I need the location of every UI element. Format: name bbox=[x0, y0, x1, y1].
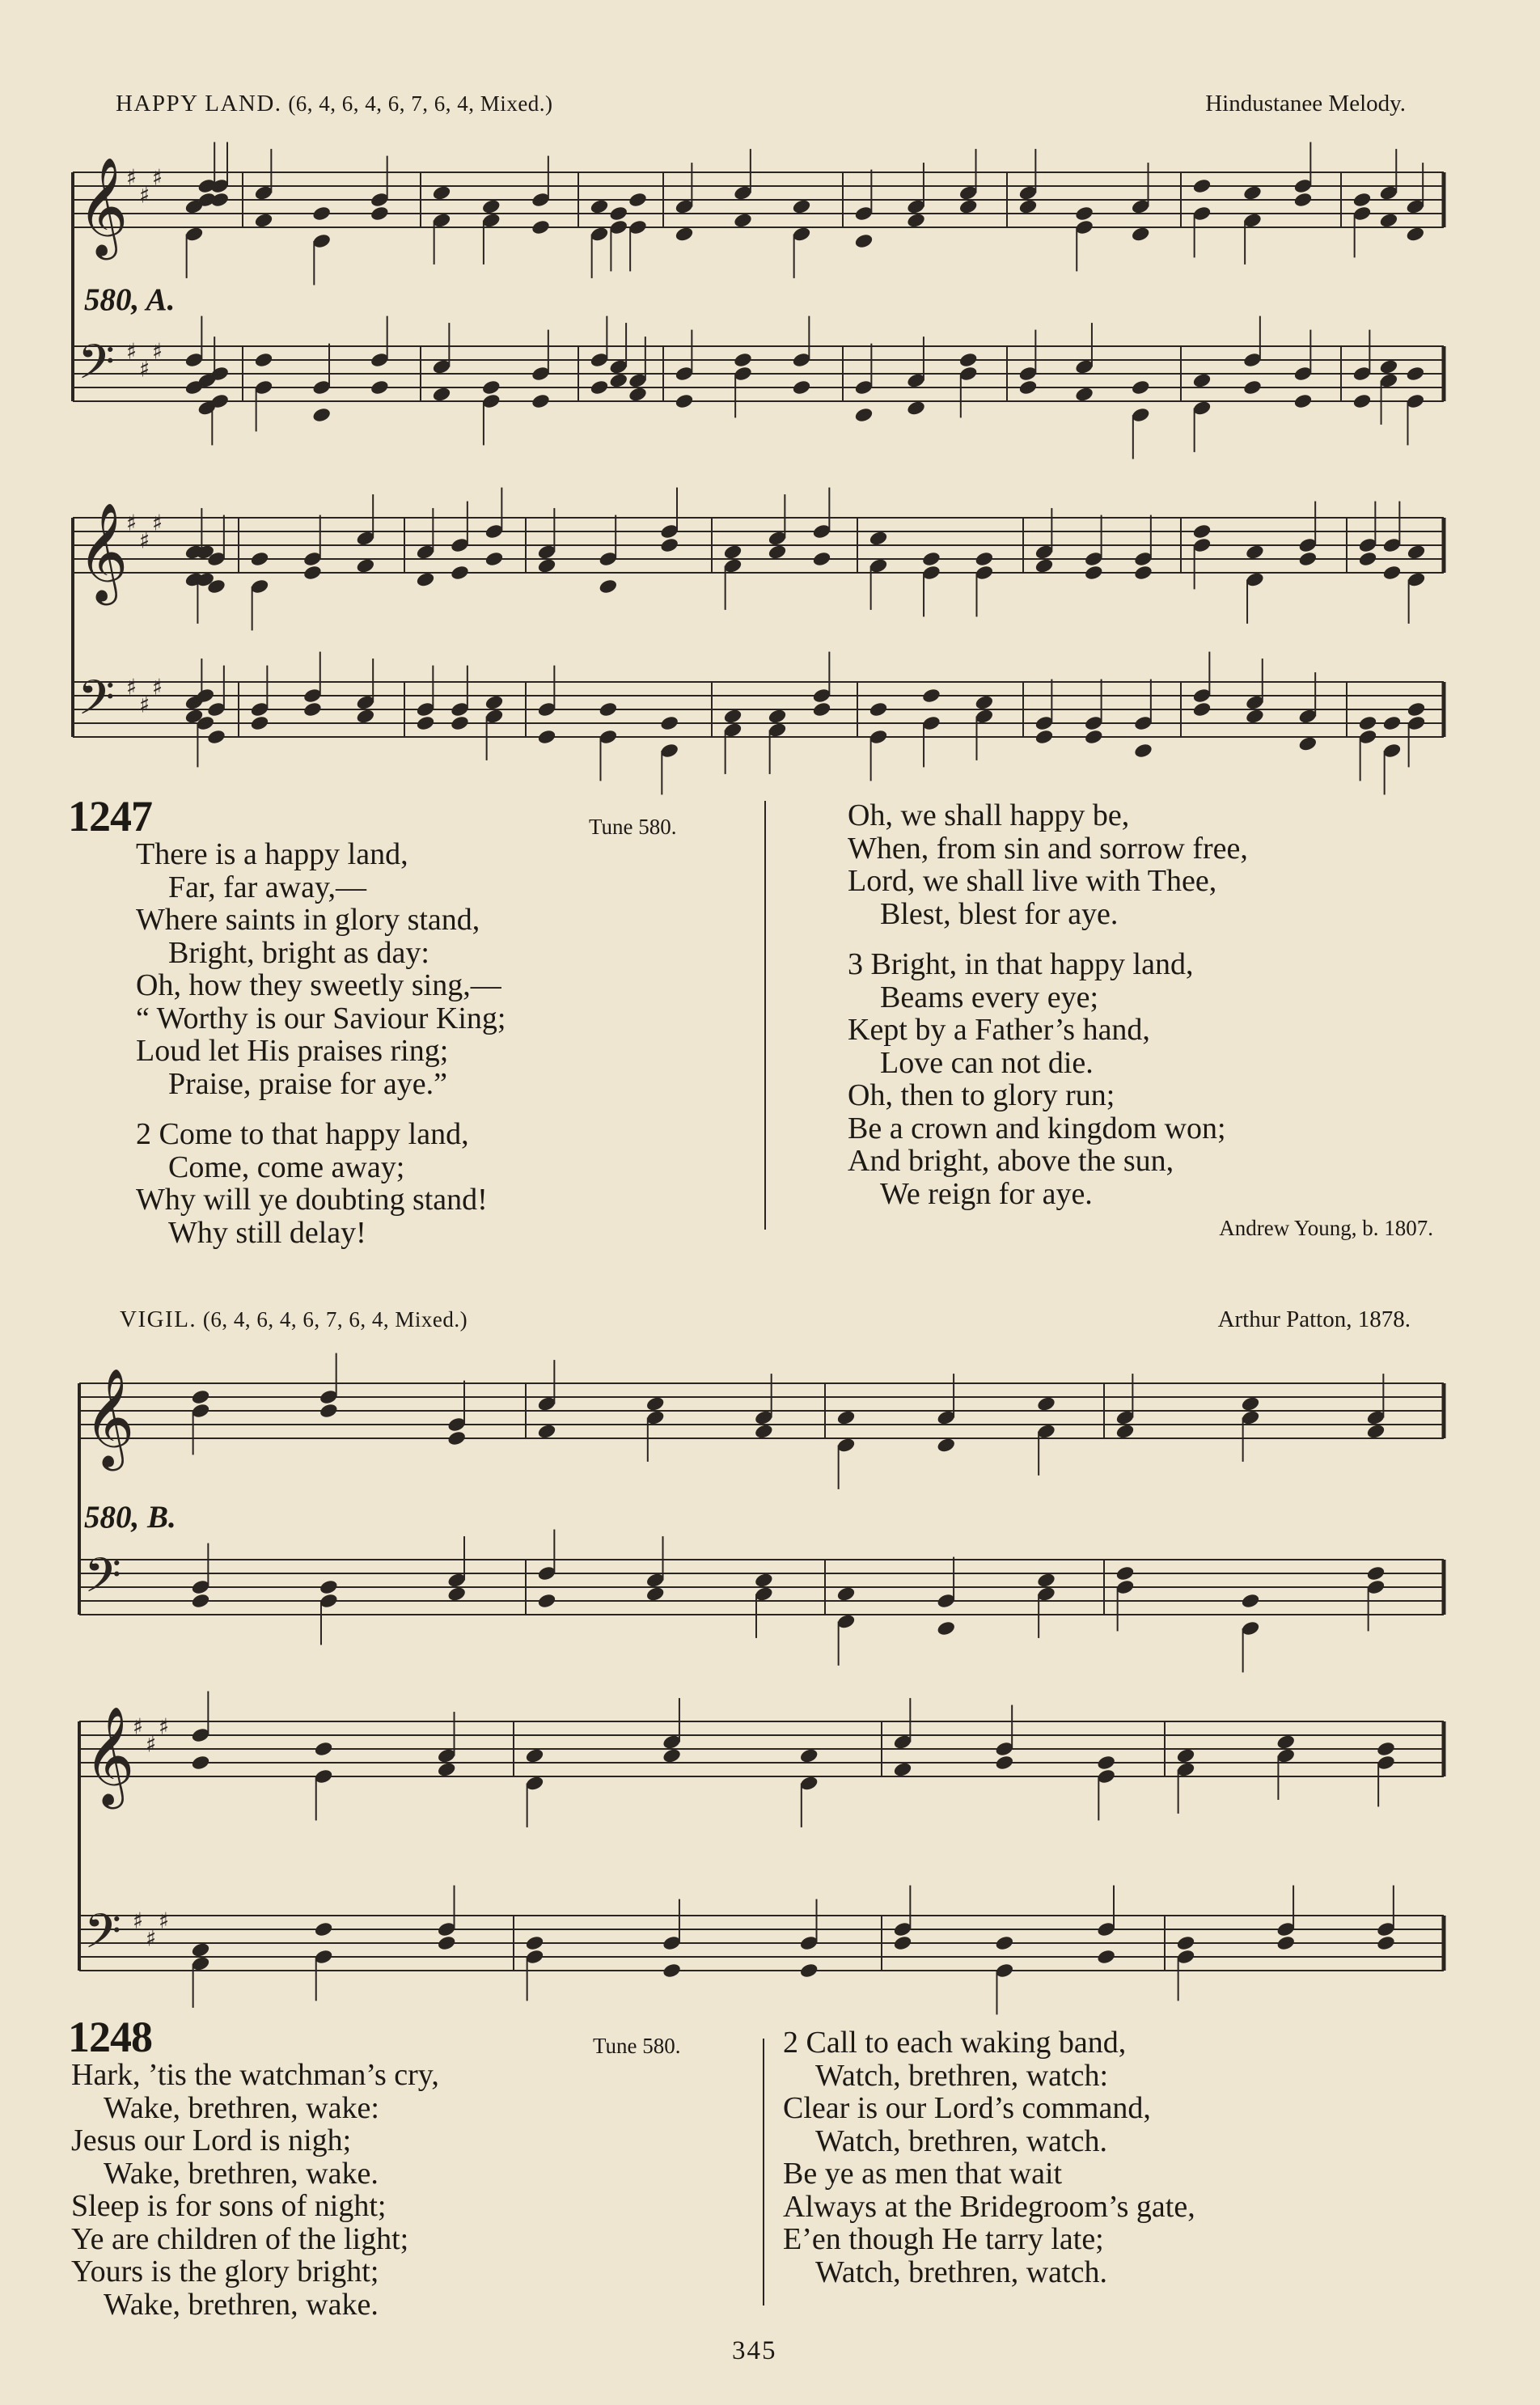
music-score-tune-580b bbox=[0, 1294, 1540, 2022]
verse-line: When, from sin and sorrow free, bbox=[848, 831, 1248, 866]
verse-line: 3 Bright, in that happy land, bbox=[848, 947, 1194, 981]
staff bbox=[79, 1353, 1444, 1489]
sharp-icon: ♯ bbox=[152, 510, 163, 536]
column-divider bbox=[764, 801, 766, 1230]
hymn-number: 1248 bbox=[68, 2013, 152, 2061]
tune-reference: Tune 580. bbox=[593, 2034, 681, 2058]
sharp-icon: ♯ bbox=[139, 692, 150, 718]
sharp-icon: ♯ bbox=[159, 1714, 170, 1740]
music-score-tune-580a bbox=[0, 0, 1540, 809]
tune-name: HAPPY LAND. bbox=[116, 91, 282, 116]
hymn-number: 1247 bbox=[68, 792, 152, 840]
sharp-icon: ♯ bbox=[126, 675, 138, 701]
sharp-icon: ♯ bbox=[133, 1714, 144, 1740]
hymn-1248-verse-column-right bbox=[783, 2026, 1195, 2289]
verse-line: Bright, bright as day: bbox=[168, 935, 429, 970]
verse-line: Watch, brethren, watch: bbox=[815, 2058, 1109, 2093]
verse-line: Sleep is for sons of night; bbox=[71, 2189, 387, 2223]
verse-line: Loud let His praises ring; bbox=[136, 1034, 449, 1068]
verse-line: Watch, brethren, watch. bbox=[815, 2255, 1107, 2289]
verse-line: Praise, praise for aye.” bbox=[168, 1066, 448, 1101]
verse-line: Oh, we shall happy be, bbox=[848, 798, 1130, 832]
sharp-icon: ♯ bbox=[152, 165, 163, 191]
sharp-icon: ♯ bbox=[152, 675, 163, 701]
verse-line: Wake, brethren, wake. bbox=[104, 2287, 379, 2322]
sharp-icon: ♯ bbox=[126, 510, 138, 536]
verse-line: 2 Call to each waking band, bbox=[783, 2026, 1127, 2060]
tune-attribution: Arthur Patton, 1878. bbox=[1217, 1306, 1411, 1332]
verse-line: Blest, blest for aye. bbox=[880, 896, 1119, 931]
tune-name: VIGIL. bbox=[120, 1306, 197, 1332]
tune-number-label: 580, A. bbox=[84, 282, 176, 317]
verse-line: Wake, brethren, wake. bbox=[104, 2156, 379, 2191]
verse-line: We reign for aye. bbox=[880, 1176, 1093, 1211]
sharp-icon: ♯ bbox=[133, 1908, 144, 1934]
treble-clef-icon: 𝄞 bbox=[84, 1367, 135, 1467]
bass-clef-icon: 𝄢 bbox=[78, 670, 115, 737]
bass-clef-icon: 𝄢 bbox=[78, 334, 115, 401]
verse-line: Hark, ’tis the watchman’s cry, bbox=[71, 2058, 439, 2092]
staff bbox=[73, 142, 1444, 286]
verse-line: Wake, brethren, wake: bbox=[104, 2090, 379, 2125]
verse-line: Beams every eye; bbox=[880, 980, 1099, 1014]
column-divider bbox=[763, 2039, 764, 2305]
verse-line: E’en though He tarry late; bbox=[783, 2222, 1104, 2256]
verse-line: Where saints in glory stand, bbox=[136, 903, 480, 937]
verse-line: Why will ye doubting stand! bbox=[136, 1183, 488, 1217]
verse-line: Come, come away; bbox=[168, 1150, 405, 1184]
sharp-icon: ♯ bbox=[146, 1926, 157, 1952]
treble-clef-icon: 𝄞 bbox=[84, 1705, 135, 1805]
sharp-icon: ♯ bbox=[139, 183, 150, 209]
verse-line: Jesus our Lord is nigh; bbox=[71, 2123, 352, 2157]
verse-line bbox=[136, 1100, 506, 1118]
tune-meter: (6, 4, 6, 4, 6, 7, 6, 4, Mixed.) bbox=[288, 91, 553, 116]
staff bbox=[73, 316, 1444, 459]
verse-line: Always at the Bridegroom’s gate, bbox=[783, 2189, 1195, 2224]
treble-clef-icon: 𝄞 bbox=[78, 156, 129, 256]
staff bbox=[79, 1886, 1444, 2015]
sharp-icon: ♯ bbox=[139, 528, 150, 554]
verse-line: 2 Come to that happy land, bbox=[136, 1117, 469, 1151]
hymn-author: Andrew Young, b. 1807. bbox=[1219, 1216, 1433, 1240]
verse-line: And bright, above the sun, bbox=[848, 1144, 1174, 1178]
sharp-icon: ♯ bbox=[152, 339, 163, 365]
treble-clef-icon: 𝄞 bbox=[78, 502, 129, 601]
verse-line: Oh, how they sweetly sing,— bbox=[136, 968, 501, 1002]
page-number: 345 bbox=[732, 2336, 777, 2365]
bass-clef-icon: 𝄢 bbox=[84, 1903, 121, 1971]
sharp-icon: ♯ bbox=[146, 1732, 157, 1758]
tune-meter: (6, 4, 6, 4, 6, 7, 6, 4, Mixed.) bbox=[202, 1307, 468, 1332]
sharp-icon: ♯ bbox=[126, 165, 138, 191]
verse-line: There is a happy land, bbox=[136, 837, 408, 871]
verse-line: Lord, we shall live with Thee, bbox=[848, 864, 1217, 898]
verse-line bbox=[848, 930, 1248, 948]
sharp-icon: ♯ bbox=[126, 339, 138, 365]
bass-clef-icon: 𝄢 bbox=[84, 1548, 121, 1615]
verse-line: Far, far away,— bbox=[168, 870, 367, 904]
hymn-1247-verse-column-right bbox=[848, 799, 1248, 1210]
verse-line: Ye are children of the light; bbox=[71, 2221, 409, 2256]
staff bbox=[73, 652, 1444, 795]
verse-line: Love can not die. bbox=[880, 1045, 1094, 1080]
sharp-icon: ♯ bbox=[159, 1908, 170, 1934]
hymn-1247-verse-column-left bbox=[136, 838, 506, 1249]
staff bbox=[73, 488, 1444, 631]
hymn-1248-verse-column-left bbox=[71, 2059, 439, 2321]
staff bbox=[79, 1530, 1444, 1673]
verse-line: Oh, then to glory run; bbox=[848, 1078, 1115, 1112]
verse-line: Watch, brethren, watch. bbox=[815, 2123, 1107, 2158]
verse-line: Be ye as men that wait bbox=[783, 2157, 1063, 2191]
tune-attribution: Hindustanee Melody. bbox=[1205, 91, 1406, 116]
tune-number-label: 580, B. bbox=[84, 1500, 176, 1535]
tune-reference: Tune 580. bbox=[589, 815, 677, 839]
sharp-icon: ♯ bbox=[139, 357, 150, 383]
verse-line: Kept by a Father’s hand, bbox=[848, 1013, 1150, 1047]
verse-line: Clear is our Lord’s command, bbox=[783, 2091, 1151, 2125]
verse-line: Why still delay! bbox=[168, 1215, 366, 1250]
verse-line: “ Worthy is our Saviour King; bbox=[136, 1001, 506, 1035]
staff bbox=[79, 1692, 1444, 1827]
verse-line: Be a crown and kingdom won; bbox=[848, 1111, 1226, 1145]
verse-line: Yours is the glory bright; bbox=[71, 2255, 379, 2289]
